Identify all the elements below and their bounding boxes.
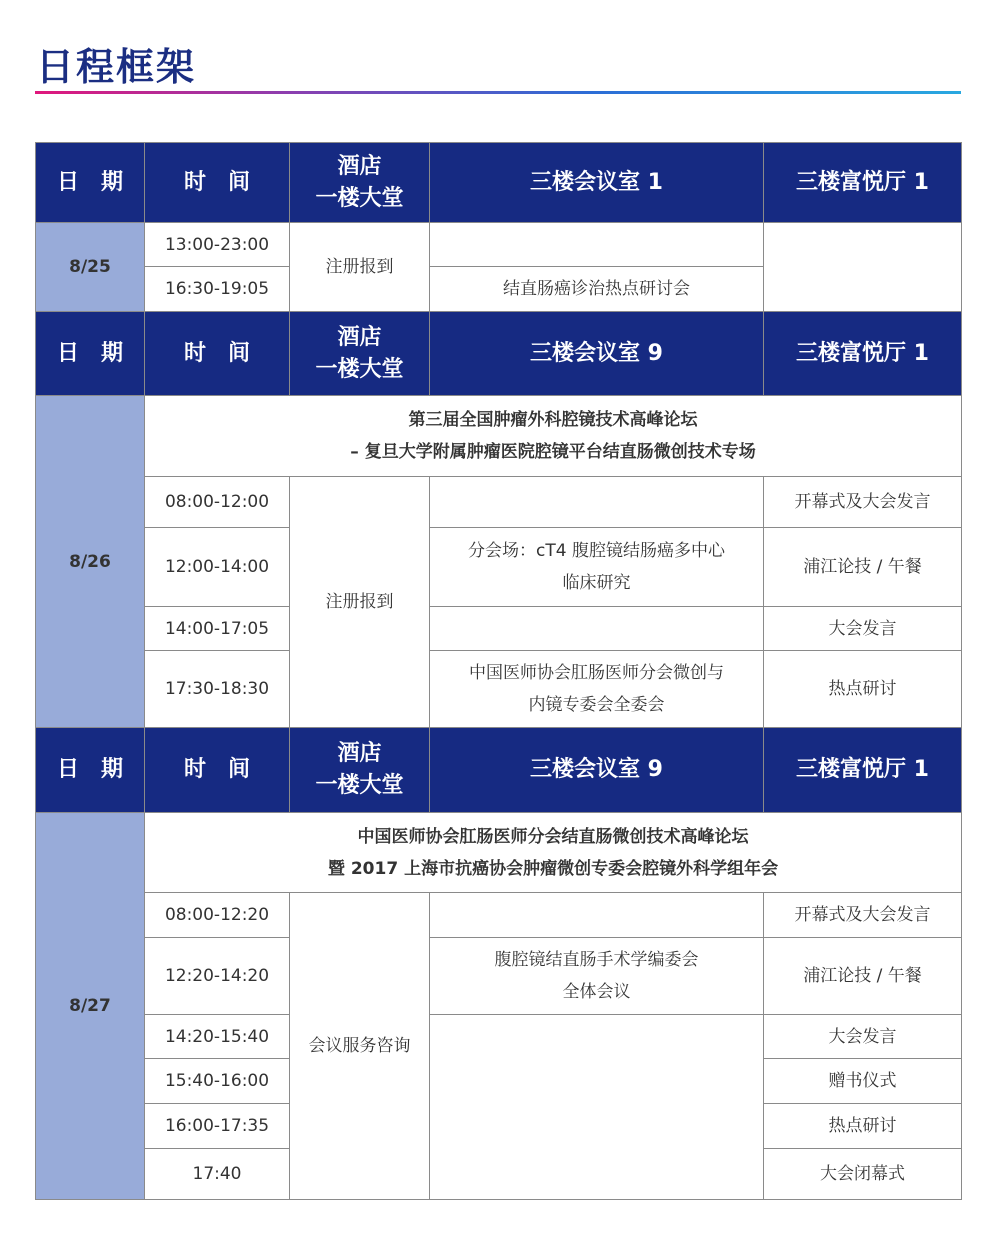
- room-cell: [430, 893, 764, 938]
- hall-cell: 浦江论技 / 午餐: [764, 528, 962, 607]
- title-divider: [35, 91, 961, 94]
- time-cell: 08:00-12:00: [145, 477, 290, 528]
- room-cell: 结直肠癌诊治热点研讨会: [430, 267, 764, 312]
- hall-cell: 热点研讨: [764, 1104, 962, 1149]
- header-room: 三楼会议室 9: [430, 312, 764, 396]
- table-row: [36, 607, 962, 651]
- page-title: 日程框架: [36, 45, 197, 89]
- header-hall: 三楼富悦厅 1: [764, 143, 962, 223]
- time-cell: 14:00-17:05: [145, 607, 290, 651]
- schedule-table: [35, 142, 962, 1200]
- header-hall: 三楼富悦厅 1: [764, 728, 962, 813]
- header-room: 三楼会议室 9: [430, 728, 764, 813]
- header-date: 日 期: [36, 312, 145, 396]
- header-date: 日 期: [36, 143, 145, 223]
- table-header-row: [36, 728, 962, 813]
- session-banner: 中国医师协会肛肠医师分会结直肠微创技术高峰论坛 暨 2017 上海市抗癌协会肿瘤微创专委会腔镜外科学组年会: [145, 813, 962, 893]
- lobby-cell: 注册报到: [290, 223, 430, 312]
- room-cell: 中国医师协会肛肠医师分会微创与 内镜专委会全委会: [430, 651, 764, 728]
- room-cell: [430, 477, 764, 528]
- header-date: 日 期: [36, 728, 145, 813]
- room-cell: 腹腔镜结直肠手术学编委会 全体会议: [430, 938, 764, 1015]
- header-lobby: 酒店 一楼大堂: [290, 312, 430, 396]
- time-cell: 16:00-17:35: [145, 1104, 290, 1149]
- table-row: [36, 938, 962, 1015]
- header-lobby: 酒店 一楼大堂: [290, 728, 430, 813]
- header-lobby: 酒店 一楼大堂: [290, 143, 430, 223]
- room-cell: [430, 607, 764, 651]
- date-cell: 8/25: [36, 223, 145, 312]
- header-room: 三楼会议室 1: [430, 143, 764, 223]
- header-time: 时 间: [145, 143, 290, 223]
- hall-cell: 大会闭幕式: [764, 1149, 962, 1200]
- time-cell: 08:00-12:20: [145, 893, 290, 938]
- room-cell: [430, 223, 764, 267]
- date-cell: 8/27: [36, 813, 145, 1200]
- time-cell: 16:30-19:05: [145, 267, 290, 312]
- time-cell: 17:30-18:30: [145, 651, 290, 728]
- time-cell: 15:40-16:00: [145, 1059, 290, 1104]
- hall-cell: 大会发言: [764, 607, 962, 651]
- table-row: [36, 813, 962, 893]
- time-cell: 14:20-15:40: [145, 1015, 290, 1059]
- table-row: [36, 477, 962, 528]
- lobby-cell: 会议服务咨询: [290, 893, 430, 1200]
- table-row: [36, 893, 962, 938]
- room-cell: [430, 1015, 764, 1200]
- time-cell: 12:20-14:20: [145, 938, 290, 1015]
- table-row: [36, 1015, 962, 1059]
- hall-cell: 开幕式及大会发言: [764, 893, 962, 938]
- hall-cell: 大会发言: [764, 1015, 962, 1059]
- table-row: [36, 528, 962, 607]
- hall-cell: [764, 223, 962, 312]
- time-cell: 13:00-23:00: [145, 223, 290, 267]
- room-cell: 分会场：cT4 腹腔镜结肠癌多中心 临床研究: [430, 528, 764, 607]
- table-header-row: [36, 312, 962, 396]
- table-row: [36, 223, 962, 267]
- hall-cell: 赠书仪式: [764, 1059, 962, 1104]
- hall-cell: 开幕式及大会发言: [764, 477, 962, 528]
- time-cell: 12:00-14:00: [145, 528, 290, 607]
- table-header-row: [36, 143, 962, 223]
- header-time: 时 间: [145, 312, 290, 396]
- hall-cell: 浦江论技 / 午餐: [764, 938, 962, 1015]
- hall-cell: 热点研讨: [764, 651, 962, 728]
- lobby-cell: 注册报到: [290, 477, 430, 728]
- table-row: [36, 396, 962, 477]
- header-time: 时 间: [145, 728, 290, 813]
- date-cell: 8/26: [36, 396, 145, 728]
- header-hall: 三楼富悦厅 1: [764, 312, 962, 396]
- session-banner: 第三届全国肿瘤外科腔镜技术高峰论坛 – 复旦大学附属肿瘤医院腔镜平台结直肠微创技术专场: [145, 396, 962, 477]
- time-cell: 17:40: [145, 1149, 290, 1200]
- table-row: [36, 651, 962, 728]
